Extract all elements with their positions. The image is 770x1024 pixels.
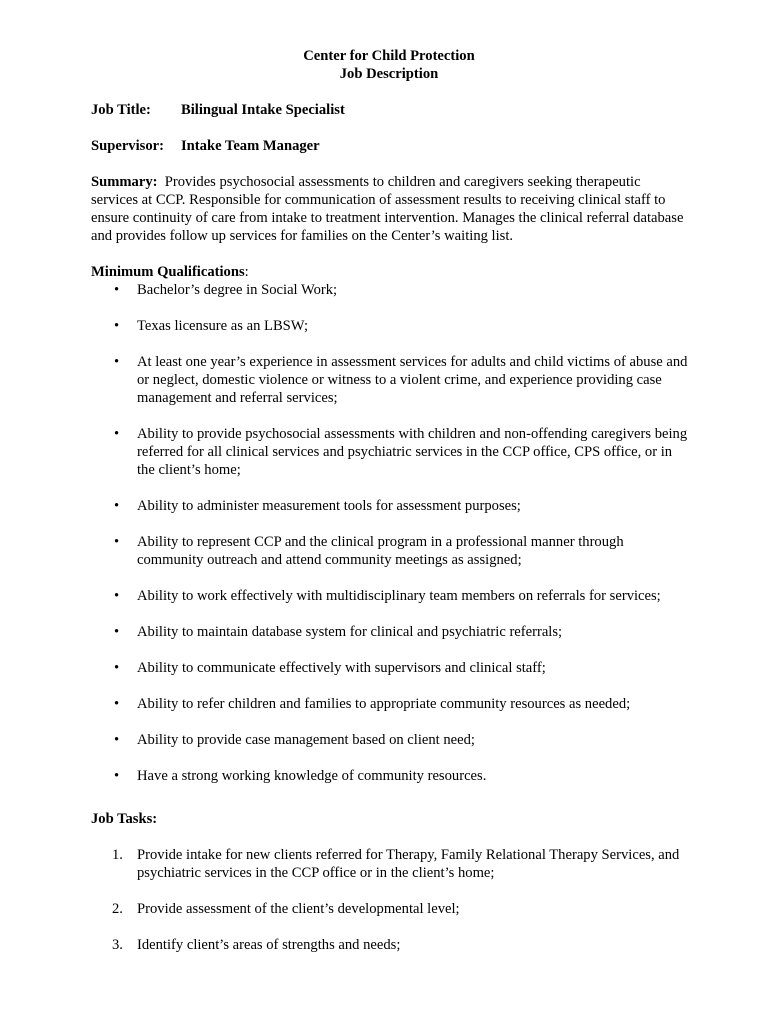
list-item (91, 281, 691, 299)
list-item (91, 846, 691, 882)
list-item-text: Ability to maintain database system for clinical and psychiatric referrals; (137, 624, 563, 640)
list-item-text: Ability to communicate effectively with supervisors and clinical staff; (137, 660, 546, 676)
doc-type: Job Description (339, 66, 439, 82)
supervisor-field (91, 137, 320, 155)
task-number: 2. (112, 901, 123, 917)
list-item (91, 936, 691, 954)
bullet-icon: • (114, 732, 120, 748)
list-item-text: Ability to represent CCP and the clinical program in a professional manner through community outreach and attend community meetings as assigned; (137, 534, 624, 568)
bullet-icon: • (114, 534, 120, 550)
summary-label: Summary: (91, 174, 158, 190)
bullet-icon: • (114, 426, 120, 442)
task-number: 3. (112, 937, 123, 953)
bullet-icon: • (114, 318, 120, 334)
supervisor-label: Supervisor: (91, 138, 164, 154)
bullet-icon: • (114, 660, 120, 676)
summary-text: Provides psychosocial assessments to children and caregivers seeking therapeutic services at CCP. Responsible for communication of assessment results to receiving clinical staff to ensure continuity of care from intake to treatment intervention. Manages the clinical referral database and provides follow up services for families on the Center’s waiting list. (91, 174, 684, 244)
job-title-field (91, 101, 345, 119)
list-item (91, 497, 691, 515)
list-item (91, 695, 691, 713)
supervisor-value: Intake Team Manager (181, 138, 320, 154)
org-name: Center for Child Protection (303, 48, 475, 64)
list-item (91, 353, 691, 407)
task-text: Provide assessment of the client’s developmental level; (137, 901, 460, 917)
list-item-text: Texas licensure as an LBSW; (137, 318, 309, 334)
bullet-icon: • (114, 588, 120, 604)
tasks-list (91, 846, 691, 954)
list-item-text: At least one year’s experience in assessment services for adults and child victims of abuse and or neglect, domestic violence or witness to a violent crime, and experience providing case management and referral services; (137, 354, 688, 406)
list-item (91, 659, 691, 677)
bullet-icon: • (114, 768, 120, 784)
qualifications-heading-text: Minimum Qualifications (91, 264, 245, 280)
task-text: Provide intake for new clients referred for Therapy, Family Relational Therapy Services, and psychiatric services in the CCP office or in the client’s home; (137, 847, 680, 881)
list-item-text: Ability to refer children and families to appropriate community resources as needed; (137, 696, 631, 712)
list-item (91, 425, 691, 479)
bullet-icon: • (114, 696, 120, 712)
list-item (91, 587, 691, 605)
list-item (91, 900, 691, 918)
list-item-text: Ability to work effectively with multidisciplinary team members on referrals for services; (137, 588, 661, 604)
job-title-label: Job Title: (91, 102, 151, 118)
list-item-text: Have a strong working knowledge of community resources. (137, 768, 487, 784)
list-item-text: Ability to provide psychosocial assessments with children and non-offending caregivers being referred for all clinical services and psychiatric services in the CCP office, CPS office, or in the client’s home; (137, 426, 688, 478)
bullet-icon: • (114, 624, 120, 640)
bullet-icon: • (114, 498, 120, 514)
list-item (91, 623, 691, 641)
bullet-icon: • (114, 282, 120, 298)
list-item (91, 731, 691, 749)
task-text: Identify client’s areas of strengths and needs; (137, 937, 401, 953)
qualifications-list (91, 281, 691, 785)
list-item (91, 317, 691, 335)
summary-paragraph (91, 173, 691, 245)
list-item-text: Ability to provide case management based on client need; (137, 732, 475, 748)
task-number: 1. (112, 847, 123, 863)
list-item (91, 767, 691, 785)
bullet-icon: • (114, 354, 120, 370)
list-item-text: Bachelor’s degree in Social Work; (137, 282, 338, 298)
document-title (0, 47, 770, 83)
qualifications-heading (91, 263, 249, 281)
tasks-heading: Job Tasks: (91, 811, 158, 827)
list-item-text: Ability to administer measurement tools for assessment purposes; (137, 498, 521, 514)
list-item (91, 533, 691, 569)
job-title-value: Bilingual Intake Specialist (181, 102, 345, 118)
qualifications-heading-colon: : (244, 264, 249, 280)
